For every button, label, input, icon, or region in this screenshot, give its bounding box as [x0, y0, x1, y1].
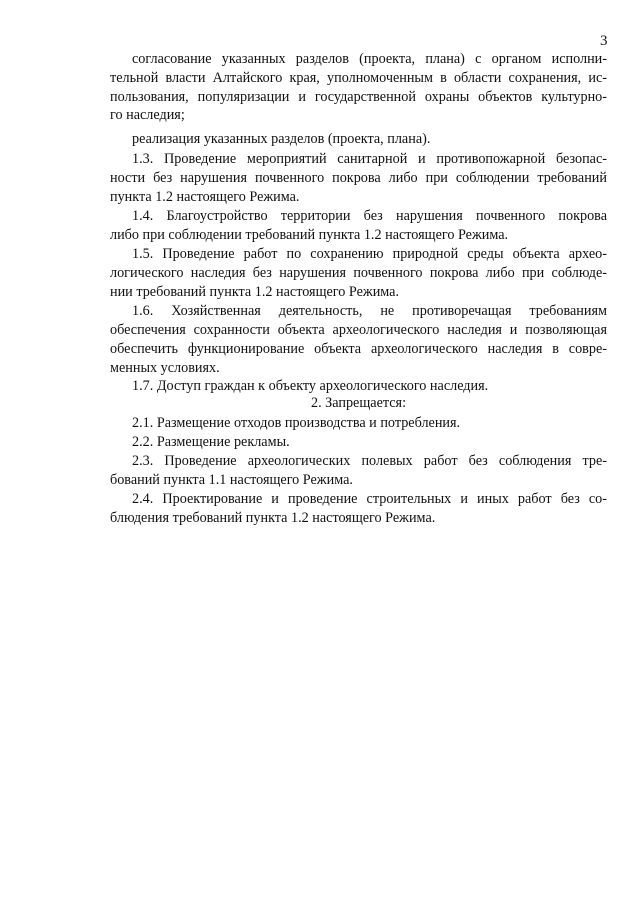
section-line: 2.1. Размещение отходов производства и потребления. — [132, 415, 461, 431]
paragraph-line: пункта 1.2 настоящего Режима. — [110, 189, 300, 205]
paragraph-line: обеспечить функционирование объекта археологического наследия в совре- — [110, 341, 607, 357]
paragraph-line: либо при соблюдении требований пункта 1.2 настоящего Режима. — [110, 227, 509, 243]
section-line: блюдения требований пункта 1.2 настоящего Режима. — [110, 510, 436, 526]
paragraph-line: 1.3. Проведение мероприятий санитарной и противопожарной безопас- — [132, 151, 607, 167]
paragraph-line: го наследия; — [110, 107, 185, 123]
paragraph-line: 1.5. Проведение работ по сохранению природной среды объекта архео- — [132, 246, 607, 262]
paragraph-line: менных условиях. — [110, 360, 220, 376]
section-line: бований пункта 1.1 настоящего Режима. — [110, 472, 353, 488]
paragraph-line: тельной власти Алтайского края, уполномоченным в области сохранения, ис- — [110, 70, 607, 86]
paragraph-line: согласование указанных разделов (проекта, плана) с органом исполни- — [132, 51, 607, 67]
paragraph-line: 1.4. Благоустройство территории без нарушения почвенного покрова — [132, 208, 607, 224]
section-line: 2.3. Проведение археологических полевых работ без соблюдения тре- — [132, 453, 607, 469]
page-number: 3 — [600, 33, 608, 49]
section-heading: 2. Запрещается: — [310, 395, 407, 411]
paragraph-line: пользования, популяризации и государственной охраны объектов культурно- — [110, 89, 607, 105]
paragraph-line: логического наследия без нарушения почвенного покрова либо при соблюде- — [110, 265, 607, 281]
paragraph-line: нии требований пункта 1.2 настоящего Режима. — [110, 284, 400, 300]
section-line: 2.4. Проектирование и проведение строительных и иных работ без со- — [132, 491, 607, 507]
paragraph-line: 1.7. Доступ граждан к объекту археологического наследия. — [132, 378, 489, 394]
paragraph-line: ности без нарушения почвенного покрова либо при соблюдении требований — [110, 170, 607, 186]
paragraph-line: 1.6. Хозяйственная деятельность, не противоречащая требованиям — [132, 303, 607, 319]
paragraph-line: реализация указанных разделов (проекта, плана). — [132, 131, 431, 147]
section-line: 2.2. Размещение рекламы. — [132, 434, 290, 450]
paragraph-line: обеспечения сохранности объекта археологического наследия и позволяющая — [110, 322, 607, 338]
